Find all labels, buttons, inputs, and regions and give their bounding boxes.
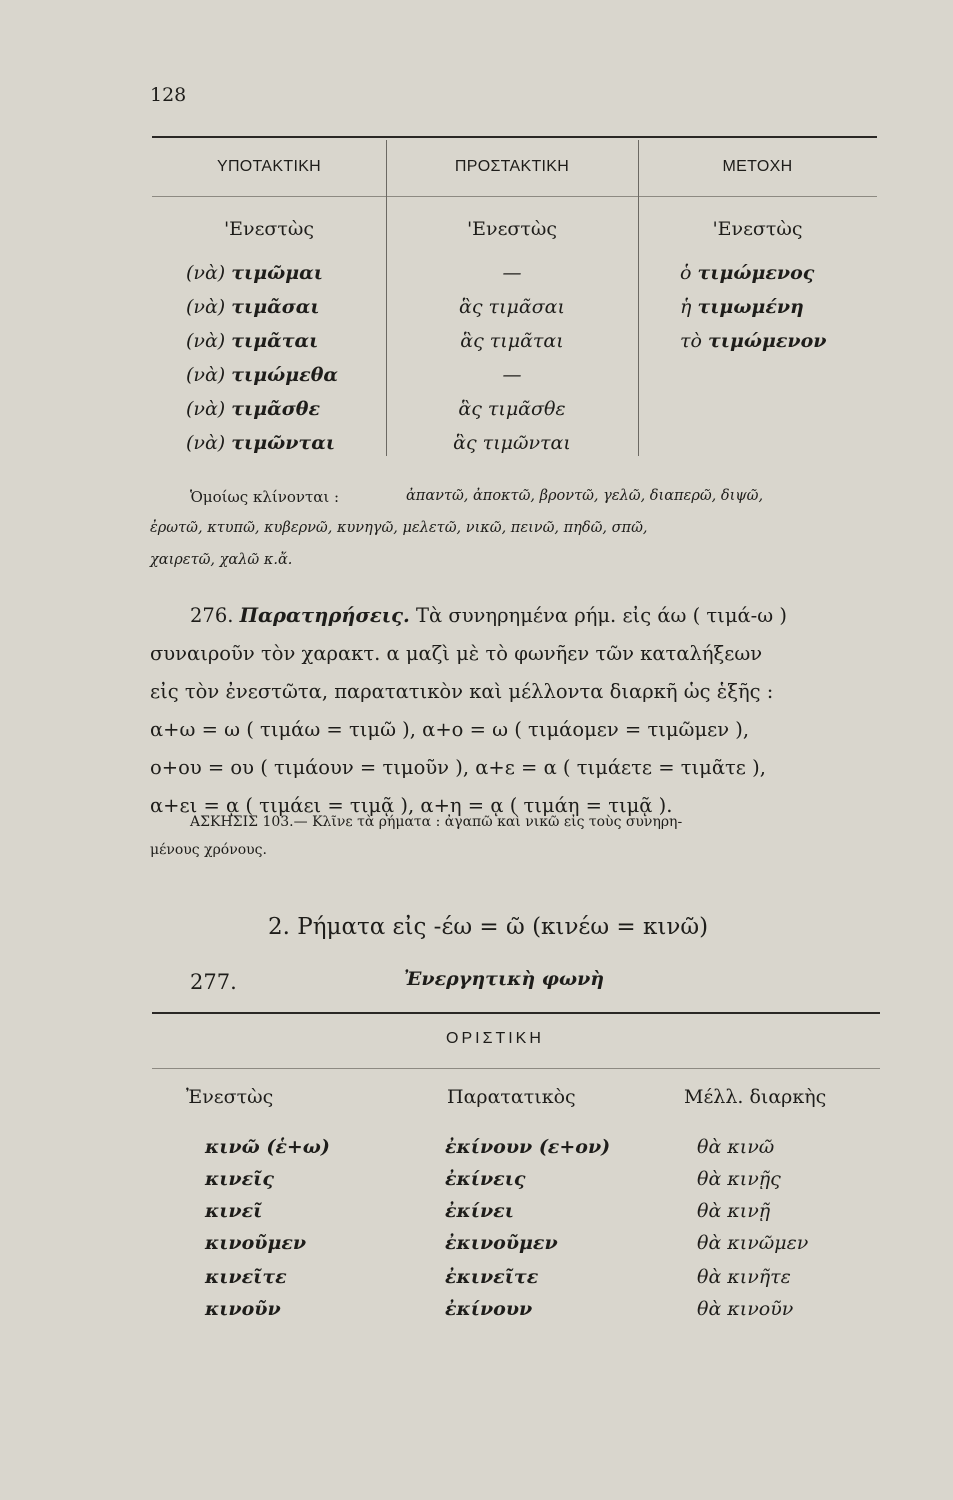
similar-line-3: χαιρετῶ, χαλῶ κ.ἄ. xyxy=(150,552,293,568)
imperfect-form: ἐκινοῦμεν xyxy=(445,1232,558,1254)
header-participle: ΜΕΤΟΧΗ xyxy=(722,158,793,175)
subjunctive-row: (νὰ) τιμᾶσθε xyxy=(186,398,321,420)
page-number: 128 xyxy=(150,84,187,106)
imperfect-form: ἐκίνει xyxy=(445,1200,514,1222)
future-form: θὰ κινῇ xyxy=(697,1200,771,1222)
imperfect-form: ἐκίνεις xyxy=(445,1168,526,1190)
tense-subjunctive: 'Ενεστὼς xyxy=(223,218,315,240)
present-form: κινῶ (ἑ+ω) xyxy=(205,1136,330,1158)
table1-divider-2 xyxy=(638,140,639,456)
section-276-line-3: εἰς τὸν ἐνεστῶτα, παρατατικὸν καὶ μέλλοντα διαρκῆ ὡς ἑξῆς : xyxy=(150,680,774,703)
present-form: κινοῦν xyxy=(205,1298,281,1320)
table1-header-rule xyxy=(152,196,877,197)
similar-label: Ὁμοίως κλίνονται : xyxy=(190,488,340,506)
participle-row: ὁ τιμώμενος xyxy=(680,262,815,284)
imperfect-form: ἐκινεῖτε xyxy=(445,1266,539,1288)
exercise-line-2: μένους χρόνους. xyxy=(150,842,267,858)
table2-top-rule xyxy=(152,1012,880,1014)
subjunctive-row: (νὰ) τιμᾶται xyxy=(186,330,319,352)
future-form: θὰ κινῆτε xyxy=(697,1266,791,1288)
section-276-line-2: συναιροῦν τὸν χαρακτ. α μαζὶ μὲ τὸ φωνῆεν τῶν καταλήξεων xyxy=(150,642,763,665)
tense-imperative: 'Ενεστὼς xyxy=(466,218,558,240)
future-form: θὰ κινῇς xyxy=(697,1168,781,1190)
imperative-row: ἃς τιμᾶσαι xyxy=(459,296,565,318)
header-imperfect: Παρατατικὸς xyxy=(447,1086,576,1108)
imperative-row: ἃς τιμῶνται xyxy=(453,432,571,454)
section-276-line-6: α+ει = ᾳ ( τιμάει = τιμᾷ ), α+η = ᾳ ( τιμάη = τιμᾷ ). xyxy=(150,794,673,817)
active-voice-subheading: Ἐνεργητικὴ φωνὴ xyxy=(404,968,605,990)
exercise-line-1: ΑΣΚΗΣΙΣ 103.— Κλῖνε τὰ ρήματα : ἀγαπῶ καὶ νικῶ εἰς τοὺς συνηρη- xyxy=(190,814,683,830)
header-present: Ἐνεστὼς xyxy=(186,1086,274,1108)
tense-participle: 'Ενεστὼς xyxy=(712,218,803,240)
participle-row: τὸ τιμώμενον xyxy=(680,330,827,352)
similar-line-1: ἀπαντῶ, ἀποκτῶ, βροντῶ, γελῶ, διαπερῶ, διψῶ, xyxy=(406,488,764,504)
subjunctive-row: (νὰ) τιμῶνται xyxy=(186,432,336,454)
imperative-row: ἃς τιμᾶσθε xyxy=(458,398,566,420)
section-276-line-5: ο+ου = ου ( τιμάουν = τιμοῦν ), α+ε = α ( τιμάετε = τιμᾶτε ), xyxy=(150,756,766,779)
section-277-number: 277. xyxy=(190,970,237,994)
imperative-row: — xyxy=(502,364,522,386)
participle-row: ἡ τιμωμένη xyxy=(680,296,804,318)
header-imperative: ΠΡΟΣΤΑΚΤΙΚΗ xyxy=(454,158,570,175)
subjunctive-row: (νὰ) τιμῶμαι xyxy=(186,262,323,284)
imperfect-form: ἐκίνουν xyxy=(445,1298,533,1320)
oristiki-title: ΟΡΙΣΤΙΚΗ xyxy=(446,1030,544,1047)
section-276-line-4: α+ω = ω ( τιμάω = τιμῶ ), α+ο = ω ( τιμάομεν = τιμῶμεν ), xyxy=(150,718,750,741)
future-form: θὰ κινῶ xyxy=(697,1136,775,1158)
header-future: Μέλλ. διαρκὴς xyxy=(684,1086,827,1108)
subjunctive-row: (νὰ) τιμᾶσαι xyxy=(186,296,320,318)
similar-line-2: ἐρωτῶ, κτυπῶ, κυβερνῶ, κυνηγῶ, μελετῶ, νικῶ, πεινῶ, πηδῶ, σπῶ, xyxy=(150,520,648,536)
present-form: κινοῦμεν xyxy=(205,1232,307,1254)
table1-top-rule xyxy=(152,136,877,138)
subjunctive-row: (νὰ) τιμώμεθα xyxy=(186,364,338,386)
table2-header-rule xyxy=(152,1068,880,1069)
present-form: κινεῖ xyxy=(205,1200,263,1222)
section-2-heading: 2. Ρήματα εἰς -έω = ῶ (κινέω = κινῶ) xyxy=(268,914,709,940)
future-form: θὰ κινῶμεν xyxy=(697,1232,809,1254)
imperative-row: — xyxy=(502,262,522,284)
future-form: θὰ κινοῦν xyxy=(697,1298,794,1320)
present-form: κινεῖτε xyxy=(205,1266,287,1288)
imperative-row: ἃς τιμᾶται xyxy=(460,330,564,352)
imperfect-form: ἐκίνουν (ε+ον) xyxy=(445,1136,611,1158)
header-subjunctive: ΥΠΟΤΑΚΤΙΚΗ xyxy=(216,158,322,175)
present-form: κινεῖς xyxy=(205,1168,274,1190)
section-276-line-1: 276. Παρατηρήσεις. Τὰ συνηρημένα ρήμ. εἰς άω ( τιμά-ω ) xyxy=(190,604,787,627)
